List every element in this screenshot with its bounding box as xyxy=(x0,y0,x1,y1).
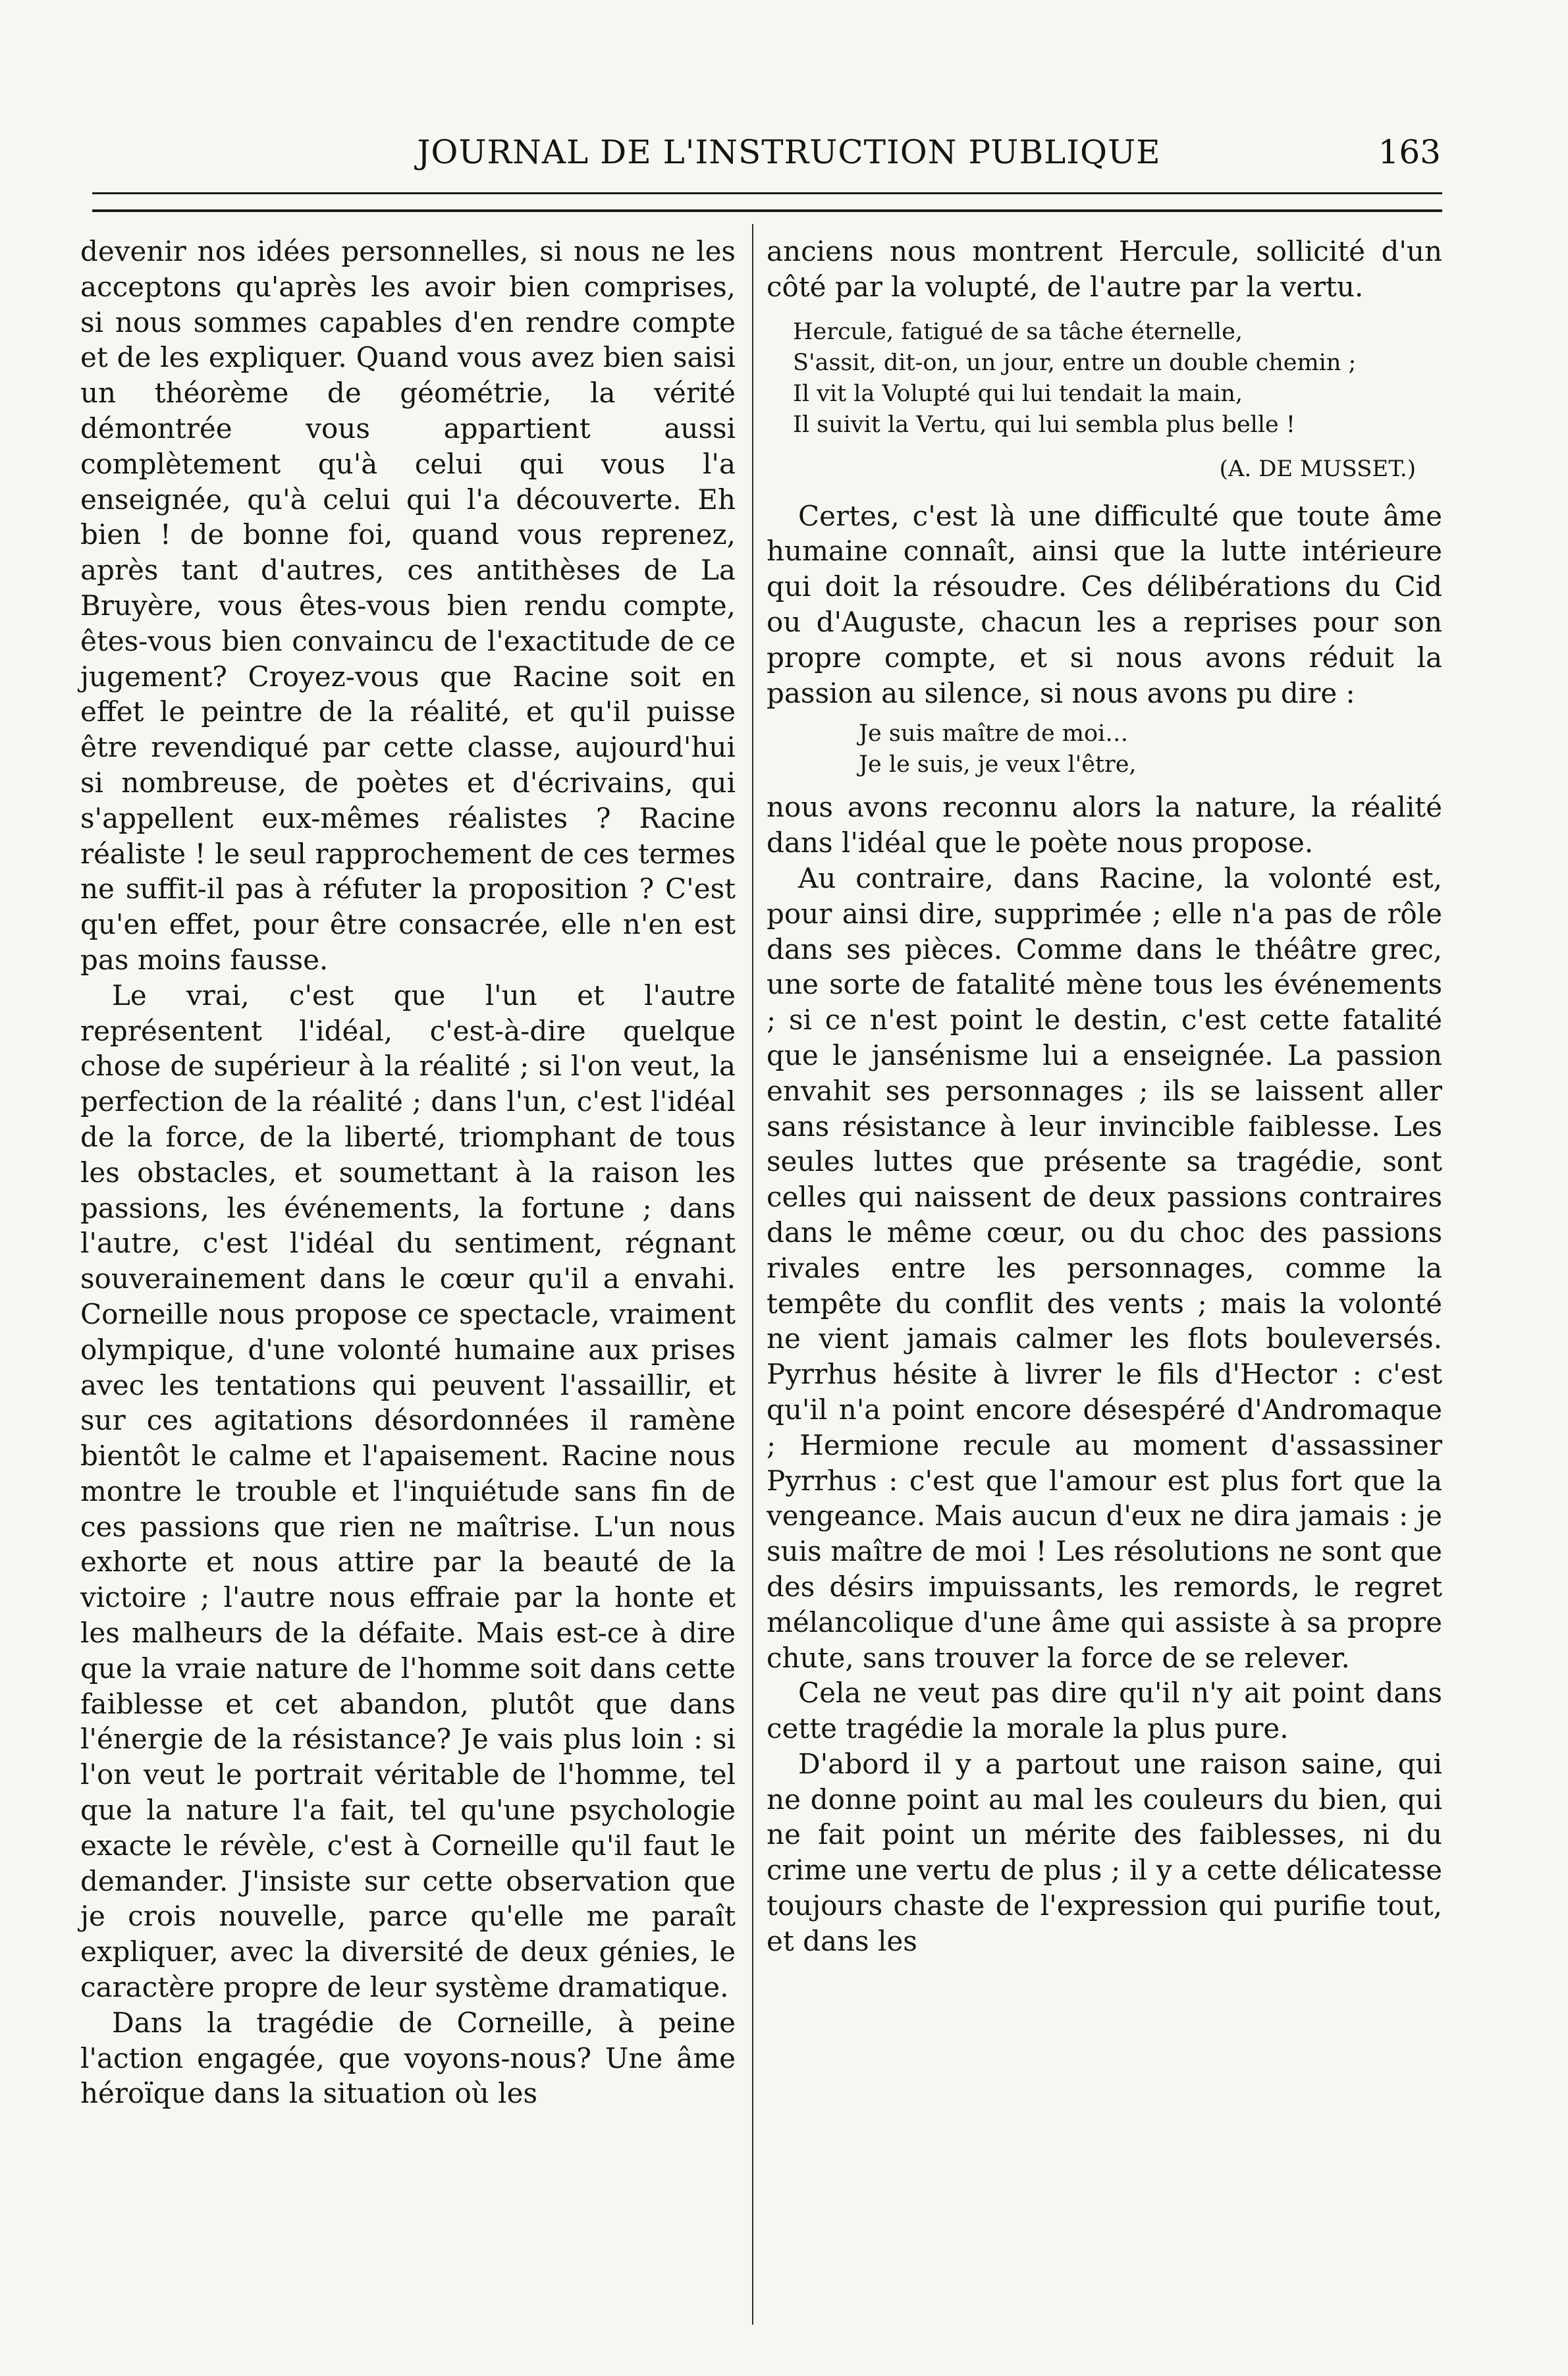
paragraph: anciens nous montrent Hercule, sollicité d'un côté par la volupté, de l'autre par la vertu. xyxy=(767,235,1442,303)
paragraph: devenir nos idées personnelles, si nous ne les acceptons qu'après les avoir bien comprises, si nous sommes capables d'en rendre compte et de les expliquer. Quand vous avez bien saisi un théorème de géométrie, la vérité démontrée vous appartient aussi complètement qu'à celui qui vous l'a enseignée, qu'à celui qui l'a découverte. Eh bien ! de bonne foi, quand vous reprenez, après tant d'autres, ces antithèses de La Bruyère, vous êtes-vous bien rendu compte, êtes-vous bien convaincu de l'exactitude de ce jugement? Croyez-vous que Racine soit en effet le peintre de la réalité, et qu'il puisse être revendiqué par cette classe, aujourd'hui si nombreuse, de poètes et d'écrivains, qui s'appellent eux-mêmes réalistes ? Racine réaliste ! le seul rapprochement de ces termes ne suffit-il pas à réfuter la proposition ? C'est qu'en effet, pour être consacrée, elle n'en est pas moins fausse. xyxy=(80,235,736,976)
left-column xyxy=(80,234,736,2111)
header-rule-thick xyxy=(92,209,1442,212)
verse-line: Hercule, fatigué de sa tâche éternelle, xyxy=(793,318,1243,345)
verse-quote xyxy=(793,317,1442,441)
page-header xyxy=(84,129,1441,175)
verse-attribution: (A. DE MUSSET.) xyxy=(1219,455,1416,482)
right-column xyxy=(767,234,1442,1959)
paragraph: Certes, c'est là une difficulté que toute âme humaine connaît, ainsi que la lutte intérieure qui doit la résoudre. Ces délibérations du Cid ou d'Auguste, chacun les a reprises pour son propre compte, et si nous avons réduit la passion au silence, si nous avons pu dire : xyxy=(767,499,1442,709)
verse-line: S'assit, dit-on, un jour, entre un double chemin ; xyxy=(793,349,1357,376)
quote-line: Je suis maître de moi… xyxy=(859,720,1129,747)
paragraph: D'abord il y a partout une raison saine, qui ne donne point au mal les couleurs du bien, qui ne fait point un mérite des faiblesses, ni du crime une vertu de plus ; il y a cette délicatesse toujours chaste de l'expression qui purifie tout, et dans les xyxy=(767,1747,1442,1957)
verse-line: Il vit la Volupté qui lui tendait la main, xyxy=(793,380,1243,407)
paragraph: Le vrai, c'est que l'un et l'autre représentent l'idéal, c'est-à-dire quelque chose de supérieur à la réalité ; si l'on veut, la perfection de la réalité ; dans l'un, c'est l'idéal de la force, de la liberté, triomphant de tous les obstacles, et soumettant à la raison les passions, les événements, la fortune ; dans l'autre, c'est l'idéal du sentiment, régnant souverainement dans le cœur qu'il a envahi. Corneille nous propose ce spectacle, vraiment olympique, d'une volonté humaine aux prises avec les tentations qui peuvent l'assaillir, et sur ces agitations désordonnées il ramène bientôt le calme et l'apaisement. Racine nous montre le trouble et l'inquiétude sans fin de ces passions que rien ne maîtrise. L'un nous exhorte et nous attire par la beauté de la victoire ; l'autre nous effraie par la honte et les malheurs de la défaite. Mais est-ce à dire que la vraie nature de l'homme soit dans cette faiblesse et cet abandon, plutôt que dans l'énergie de la résistance? Je vais plus loin : si l'on veut le portrait véritable de l'homme, tel que la nature l'a fait, tel qu'une psychologie exacte le révèle, c'est à Corneille qu'il faut le demander. J'insiste sur cette observation que je crois nouvelle, parce qu'elle me paraît expliquer, avec la diversité de deux génies, le caractère propre de leur système dramatique. xyxy=(80,979,736,2004)
inline-quote xyxy=(859,718,1442,780)
header-rule-thin xyxy=(92,192,1442,194)
paragraph: Cela ne veut pas dire qu'il n'y ait point dans cette tragédie la morale la plus pure. xyxy=(767,1677,1442,1745)
running-head: JOURNAL DE L'INSTRUCTION PUBLIQUE xyxy=(417,133,1161,171)
page-number: 163 xyxy=(1378,133,1441,171)
quote-line: Je le suis, je veux l'être, xyxy=(859,751,1137,778)
column-divider xyxy=(752,224,753,2325)
paragraph: nous avons reconnu alors la nature, la réalité dans l'idéal que le poète nous propose. xyxy=(767,791,1442,859)
paragraph: Dans la tragédie de Corneille, à peine l'action engagée, que voyons-nous? Une âme héroïque dans la situation où les xyxy=(80,2006,736,2110)
paragraph: Au contraire, dans Racine, la volonté est, pour ainsi dire, supprimée ; elle n'a pas de rôle dans ses pièces. Comme dans le théâtre grec, une sorte de fatalité mène tous les événements ; si ce n'est point le destin, c'est cette fatalité que le jansénisme lui a enseignée. La passion envahit ses personnages ; ils se laissent aller sans résistance à leur invincible faiblesse. Les seules luttes que présente sa tragédie, sont celles qui naissent de deux passions contraires dans le même cœur, ou du choc des passions rivales entre les personnages, comme la tempête du conflit des vents ; mais la volonté ne vient jamais calmer les flots bouleversés. Pyrrhus hésite à livrer le fils d'Hector : c'est qu'il n'a point encore désespéré d'Andromaque ; Hermione recule au moment d'assassiner Pyrrhus : c'est que l'amour est plus fort que la vengeance. Mais aucun d'eux ne dira jamais : je suis maître de moi ! Les résolutions ne sont que des désirs impuissants, les remords, le regret mélancolique d'une âme qui assiste à sa propre chute, sans trouver la force de se relever. xyxy=(767,861,1442,1674)
verse-line: Il suivit la Vertu, qui lui sembla plus belle ! xyxy=(793,411,1295,438)
